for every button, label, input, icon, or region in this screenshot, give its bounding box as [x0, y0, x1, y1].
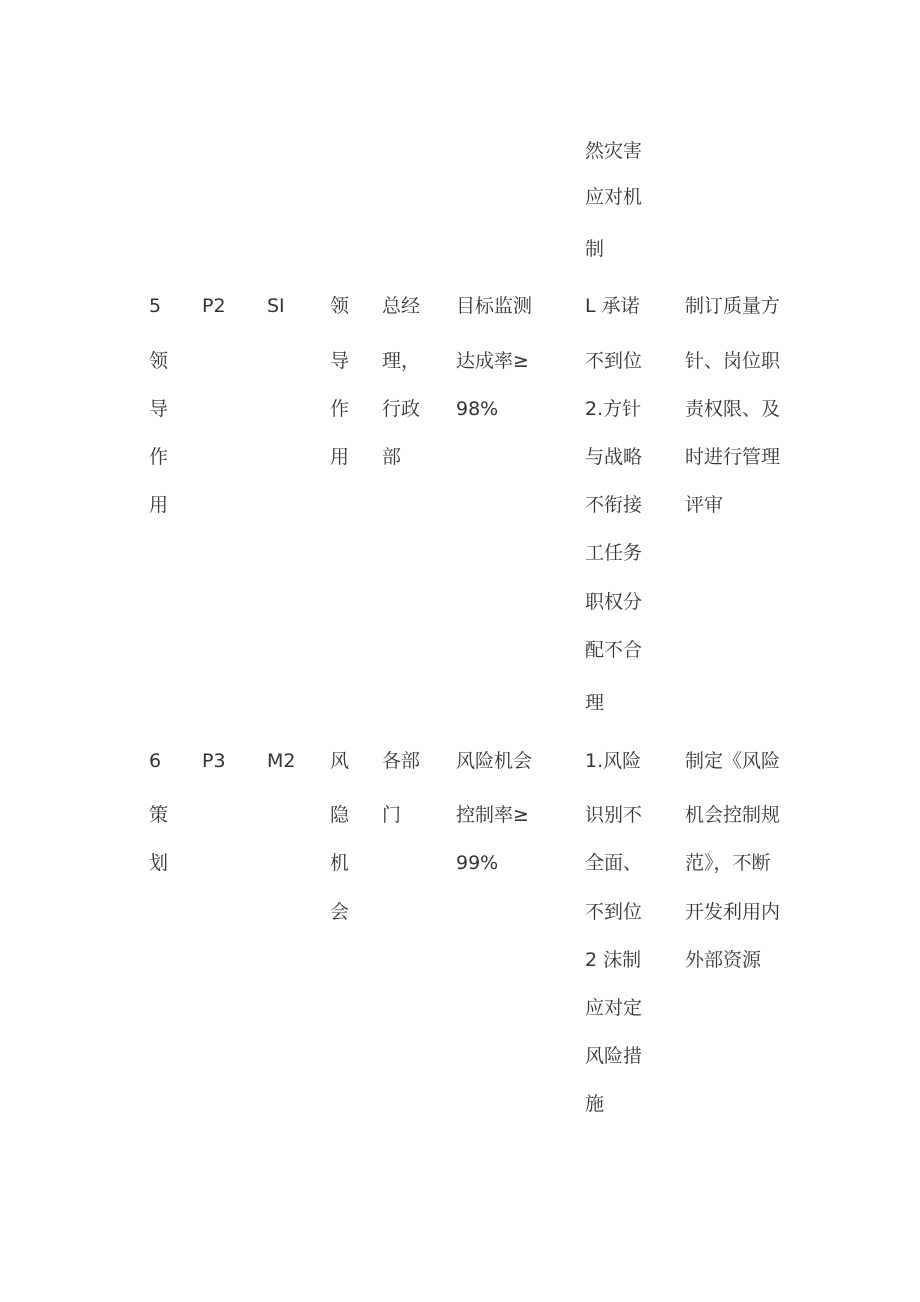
- text-line: 策: [149, 804, 169, 826]
- text-line: 时进行管理: [685, 446, 781, 468]
- text-line: 总经: [382, 295, 421, 317]
- text-line: 作: [330, 398, 350, 420]
- text-line: 各部: [382, 750, 421, 772]
- text-line: 机会控制规: [685, 804, 781, 826]
- text-line: 隐: [330, 804, 350, 826]
- text-line: 责权限、及: [685, 398, 781, 420]
- text-line: 98%: [456, 398, 499, 420]
- text-line: 行政: [382, 398, 421, 420]
- text-line: 应对机: [585, 186, 643, 208]
- text-line: L 承诺: [585, 295, 640, 317]
- text-line: 达成率≥: [456, 350, 529, 372]
- text-line: 制定《风险: [685, 750, 781, 772]
- row-number: 6: [149, 750, 162, 772]
- text-line: 不到位: [585, 901, 643, 923]
- text-line: 施: [585, 1093, 605, 1115]
- text-line: 不到位: [585, 350, 643, 372]
- text-line: 然灾害: [585, 140, 643, 162]
- text-line: 控制率≥: [456, 804, 529, 826]
- text-line: 风险措: [585, 1045, 643, 1067]
- text-line: 工任务: [585, 542, 643, 564]
- text-line: 制: [585, 238, 605, 260]
- text-line: 导: [149, 398, 169, 420]
- row-number: 5: [149, 295, 162, 317]
- text-line: 外部资源: [685, 949, 762, 971]
- text-line: 领: [149, 350, 169, 372]
- code-cell: SI: [267, 295, 285, 317]
- category-cell: P3: [202, 750, 226, 772]
- text-line: 用: [149, 494, 169, 516]
- text-line: 不衔接: [585, 494, 643, 516]
- text-line: 风: [330, 750, 350, 772]
- text-line: 2 沫制: [585, 949, 642, 971]
- text-line: 2.方针: [585, 398, 642, 420]
- text-line: 领: [330, 295, 350, 317]
- text-line: 目标监测: [456, 295, 533, 317]
- text-line: 导: [330, 350, 350, 372]
- text-line: 识别不: [585, 804, 643, 826]
- text-line: 配不合: [585, 639, 643, 661]
- text-line: 针、岗位职: [685, 350, 781, 372]
- text-line: 理: [585, 692, 605, 714]
- text-line: 全面、: [585, 852, 643, 874]
- category-cell: P2: [202, 295, 226, 317]
- text-line: 1.风险: [585, 750, 642, 772]
- text-line: 用: [330, 446, 350, 468]
- text-line: 部: [382, 446, 402, 468]
- text-line: 会: [330, 901, 350, 923]
- text-line: 职权分: [585, 591, 643, 613]
- text-line: 理，: [382, 350, 421, 372]
- text-line: 应对定: [585, 997, 643, 1019]
- text-line: 评审: [685, 494, 724, 516]
- code-cell: M2: [267, 750, 296, 772]
- text-line: 门: [382, 804, 402, 826]
- text-line: 范》，不断: [685, 852, 771, 874]
- text-line: 作: [149, 446, 169, 468]
- text-line: 与战略: [585, 446, 643, 468]
- text-line: 制订质量方: [685, 295, 781, 317]
- text-line: 划: [149, 852, 169, 874]
- text-line: 机: [330, 852, 350, 874]
- text-line: 开发利用内: [685, 901, 781, 923]
- text-line: 99%: [456, 852, 499, 874]
- text-line: 风险机会: [456, 750, 533, 772]
